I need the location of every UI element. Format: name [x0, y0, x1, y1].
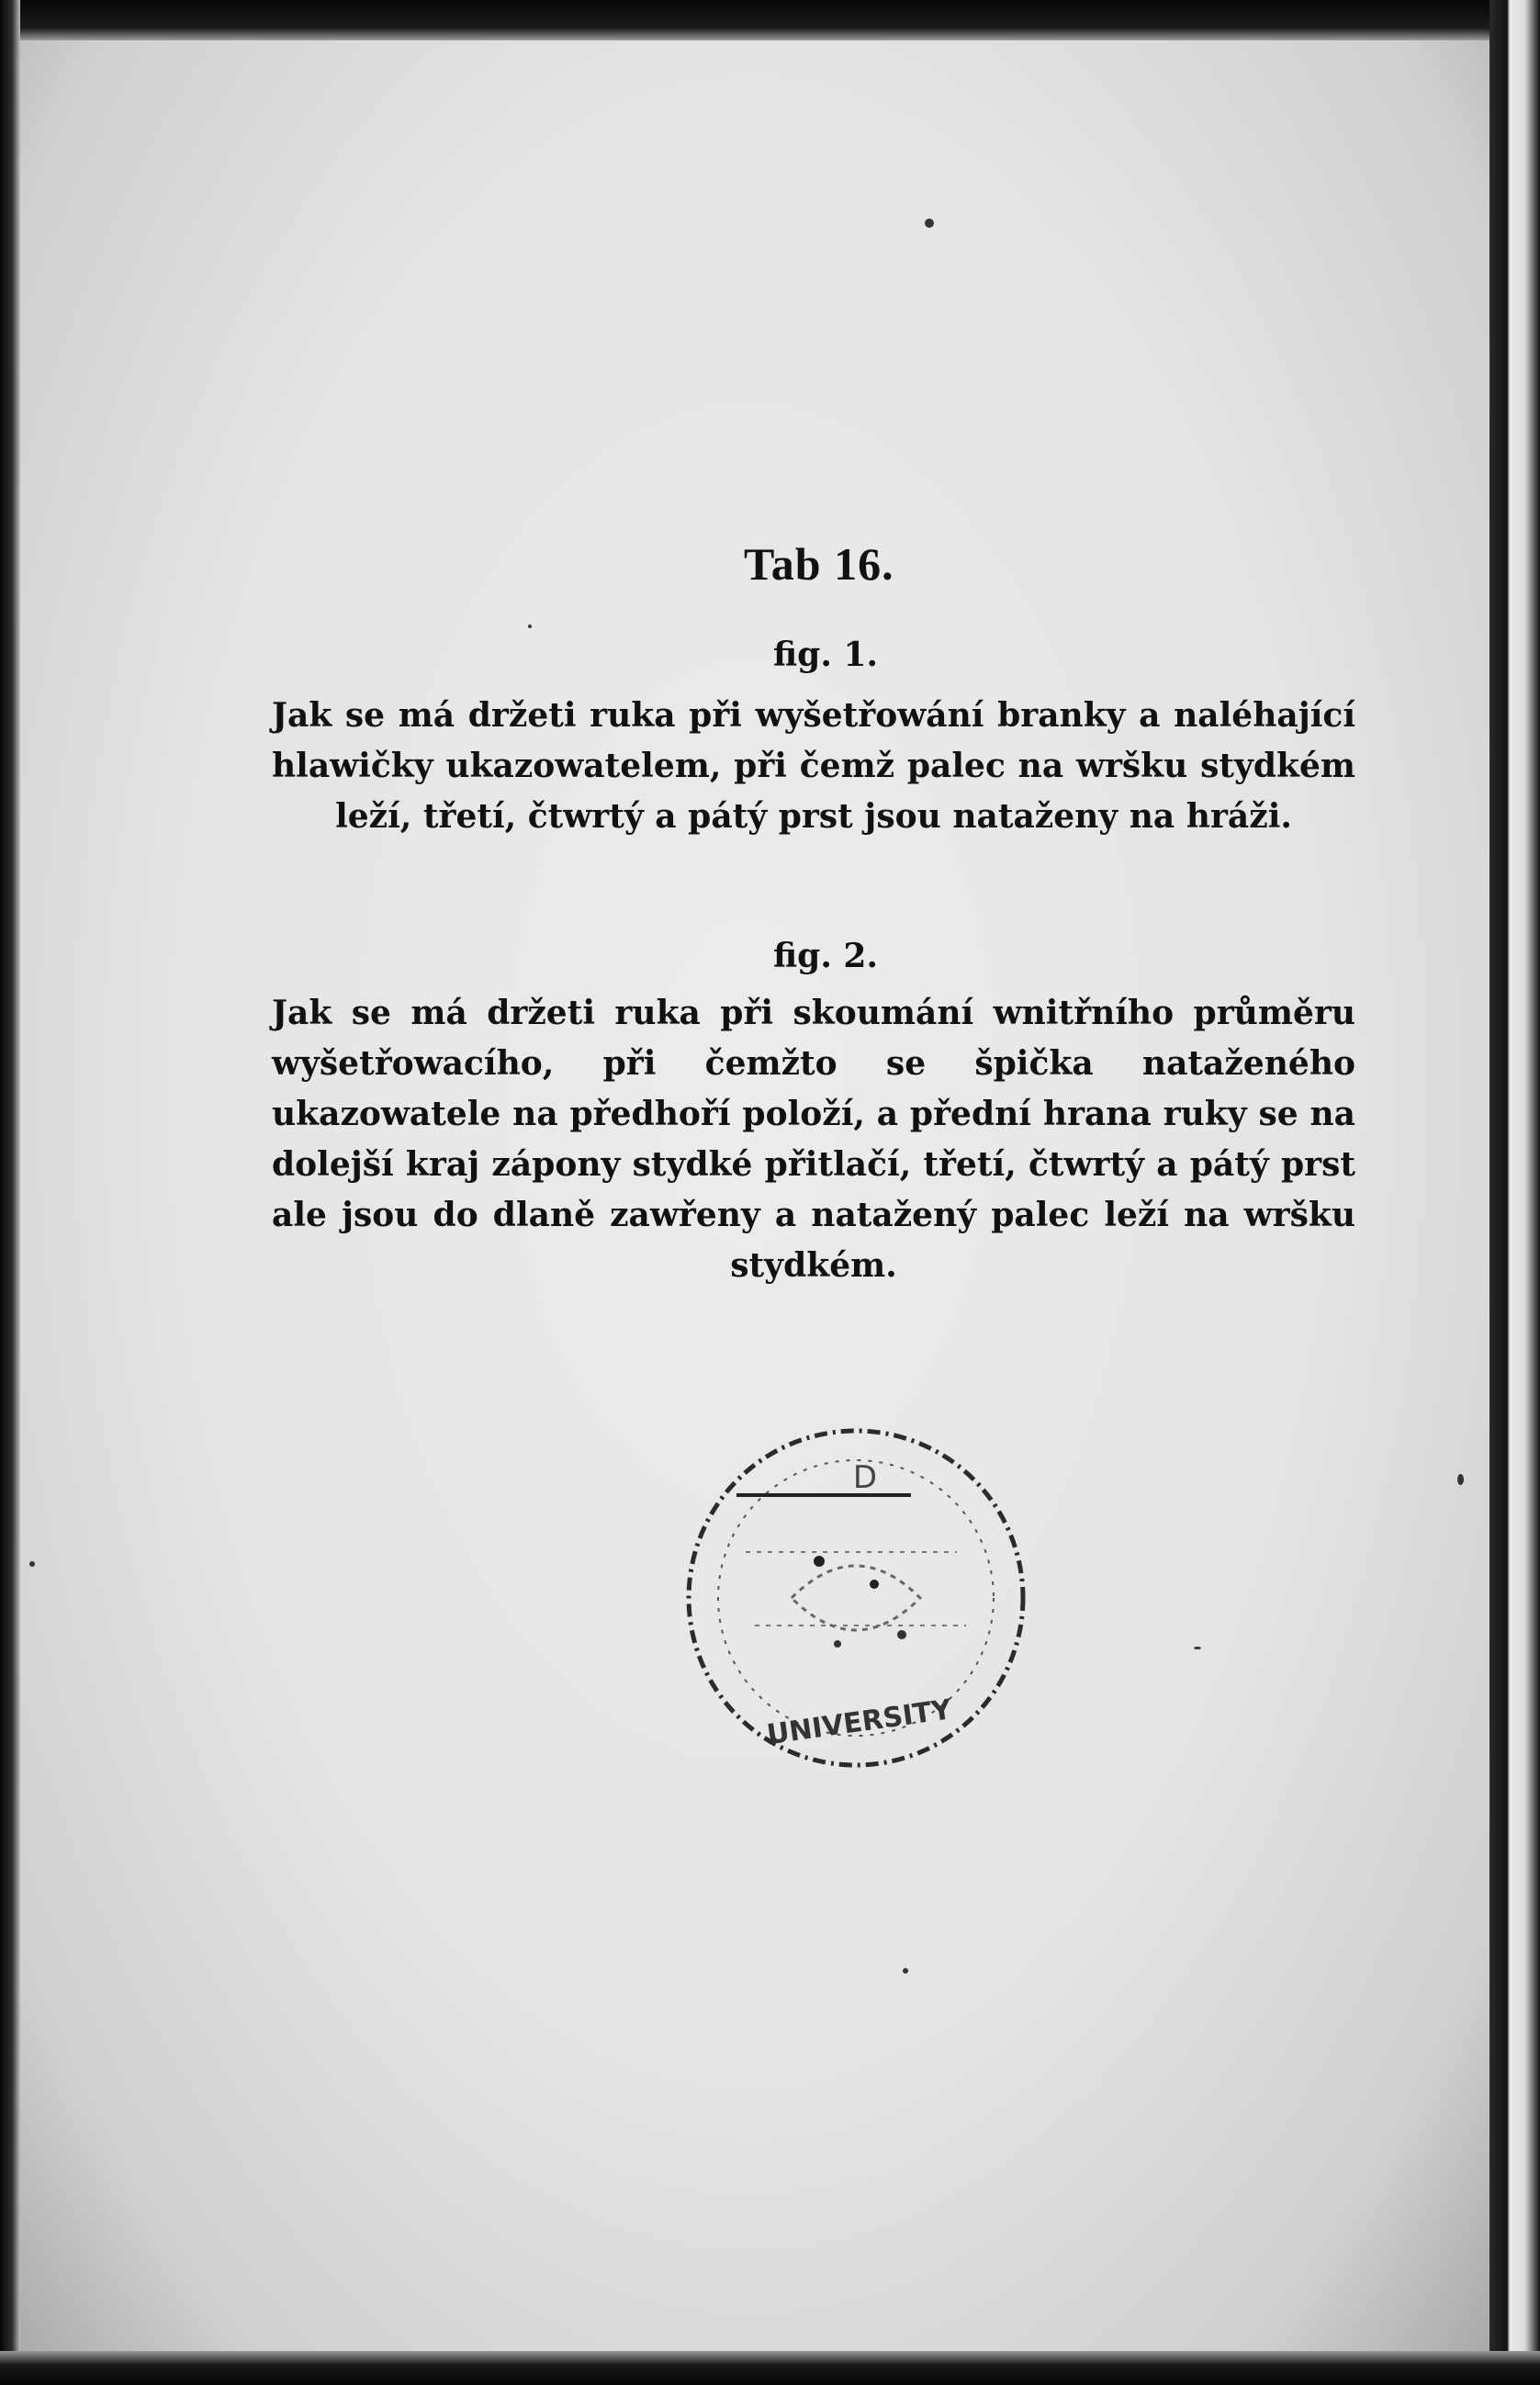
- figure-1-caption: Jak se má držeti ruka při wyšetřowání branky a naléhající hlawičky ukazowatelem, při čemž palec na wršku stydkém leží, třetí, čtwrtý a pátý prst jsou nataženy na hráži.: [272, 696, 1355, 836]
- speck: [528, 624, 532, 628]
- page-title: Tab 16.: [744, 538, 894, 590]
- scan-border-top: [0, 0, 1540, 40]
- stamp-text: [765, 1693, 955, 1751]
- svg-text:UNIVERSITY: UNIVERSITY: [765, 1693, 954, 1752]
- scan-border-left: [0, 0, 20, 2385]
- figure-2-caption: Jak se má držeti ruka při skoumání wnitřního průměru wyšetřowacího, při čemžto se špička nataženého ukazowatele na předhoří položí, a přední hrana ruky se na dolejší kraj zápony stydké přitlačí, třetí, čtwrtý a pátý prst ale jsou do dlaně zawřeny a natažený palec leží na wršku stydkém.: [272, 994, 1355, 1285]
- scan-border-bottom: [0, 2351, 1540, 2385]
- speck: [903, 1968, 908, 1974]
- speck: [1194, 1647, 1201, 1649]
- library-stamp: [681, 1423, 1030, 1772]
- svg-text:D: D: [852, 1459, 878, 1496]
- figure-1-label: fig. 1.: [773, 636, 878, 674]
- speck: [925, 219, 934, 228]
- speck: [29, 1561, 35, 1567]
- figure-2-label: fig. 2.: [773, 937, 878, 975]
- speck: [1457, 1474, 1464, 1485]
- scan-border-right: [1489, 0, 1540, 2385]
